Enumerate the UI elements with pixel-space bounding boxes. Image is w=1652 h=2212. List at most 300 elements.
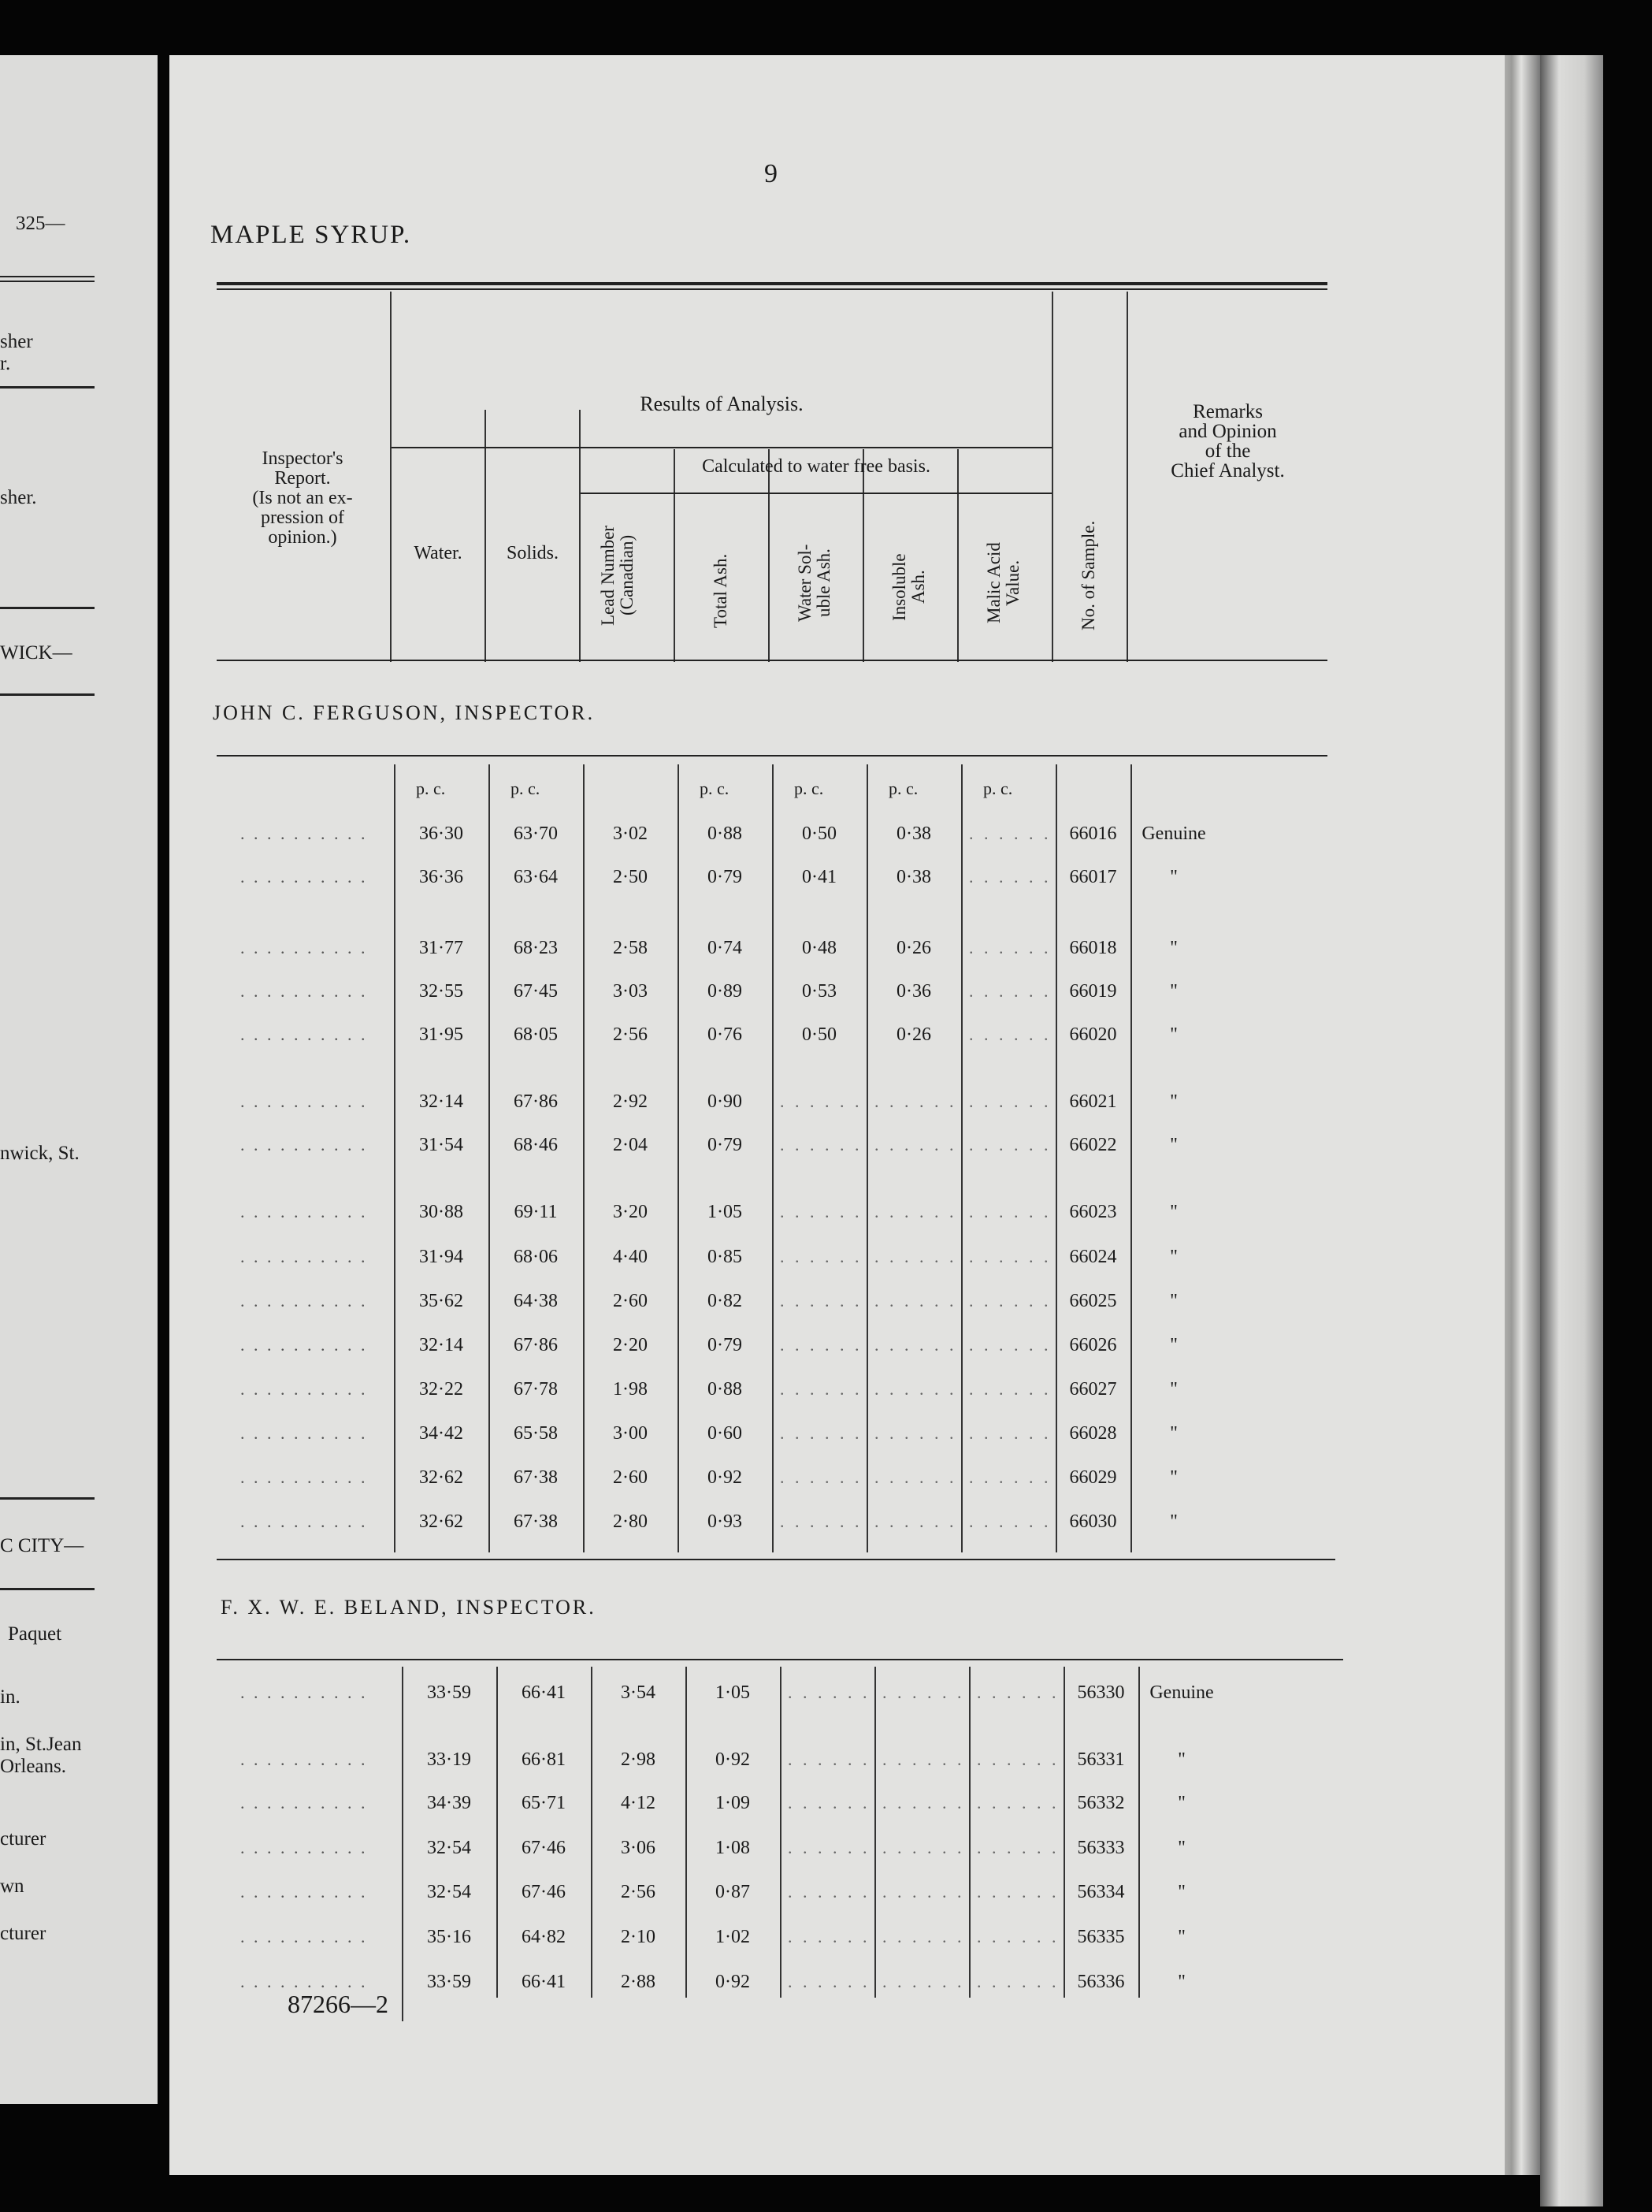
insoluble-ash-value: 0·38 [897,823,931,844]
header-total-ash: Total Ash. [711,553,730,629]
total-ash-value: 0·88 [707,823,742,844]
row-leader-dots: . . . . . . . . . . [240,1091,368,1111]
row-leader-dots: . . . . . . . . . . [240,1882,368,1902]
empty-cell-dots: . . . . . . [788,1682,871,1702]
column-rule [961,764,963,1552]
remarks-value: " [1170,1467,1178,1488]
header-solids: Solids. [506,543,559,563]
header-lead-number [599,496,637,654]
empty-cell-dots: . . . . . . [969,1379,1052,1399]
row-leader-dots: . . . . . . . . . . [240,867,368,887]
empty-cell-dots: . . . . . . [969,1511,1052,1531]
lead-number-value: 3·02 [613,823,648,844]
empty-cell-dots: . . . . . . [969,1423,1052,1443]
section-rule [217,1559,1335,1560]
remarks-value: " [1170,1202,1178,1222]
soluble-ash-value: 0·50 [802,823,837,844]
lead-number-value: 3·06 [621,1838,655,1858]
book-edge [1540,55,1603,2206]
remarks-value: " [1170,938,1178,958]
row-leader-dots: . . . . . . . . . . [240,1972,368,1991]
soluble-ash-value: 0·50 [802,1024,837,1045]
header-line: Report. [274,468,331,489]
empty-cell-dots: . . . . . . [977,1793,1060,1812]
row-leader-dots: . . . . . . . . . . [240,1335,368,1355]
column-rule [674,449,675,662]
remarks-value: " [1178,1793,1186,1813]
row-leader-dots: . . . . . . . . . . [240,1202,368,1221]
empty-cell-dots: . . . . . . [882,1682,965,1702]
empty-cell-dots: . . . . . . [788,1749,871,1769]
insoluble-ash-value: 0·36 [897,981,931,1002]
total-ash-value: 1·09 [715,1793,750,1813]
column-rule [1052,292,1053,662]
solids-value: 68·46 [514,1135,558,1155]
empty-cell-dots: . . . . . . [969,938,1052,957]
water-value: 35·16 [427,1927,471,1947]
row-leader-dots: . . . . . . . . . . [240,823,368,843]
empty-cell-dots: . . . . . . [780,1379,863,1399]
empty-cell-dots: . . . . . . [874,1291,957,1310]
unit-label: p. c. [889,779,919,798]
water-value: 32·54 [427,1838,471,1858]
header-water-soluble-ash [796,512,833,654]
empty-cell-dots: . . . . . . [780,1423,863,1443]
total-ash-value: 0·92 [715,1972,750,1992]
unit-label: p. c. [700,779,729,798]
water-value: 31·77 [419,938,463,958]
remarks-value: " [1178,1749,1186,1770]
empty-cell-dots: . . . . . . [882,1882,965,1902]
remarks-value: " [1170,1379,1178,1400]
header-remarks [1128,402,1327,481]
sample-number: 66019 [1069,981,1117,1002]
left-rule [0,1588,95,1590]
remarks-value: " [1170,1247,1178,1267]
empty-cell-dots: . . . . . . [874,1091,957,1111]
header-line: Lead Number [598,525,618,626]
header-line: opinion.) [268,527,337,548]
empty-cell-dots: . . . . . . [874,1467,957,1487]
lead-number-value: 2·50 [613,867,648,887]
lead-number-value: 2·60 [613,1467,648,1488]
row-leader-dots: . . . . . . . . . . [240,1467,368,1487]
header-sample-number: No. of Sample. [1078,520,1098,630]
sample-number: 56334 [1077,1882,1125,1902]
row-leader-dots: . . . . . . . . . . [240,1511,368,1531]
empty-cell-dots: . . . . . . [977,1749,1060,1769]
solids-value: 66·81 [522,1749,566,1770]
empty-cell-dots: . . . . . . [780,1335,863,1355]
solids-value: 66·41 [522,1682,566,1703]
sample-number: 66030 [1069,1511,1117,1532]
insoluble-ash-value: 0·26 [897,1024,931,1045]
sample-number: 66023 [1069,1202,1117,1222]
solids-value: 68·05 [514,1024,558,1045]
water-value: 32·54 [427,1882,471,1902]
empty-cell-dots: . . . . . . [780,1091,863,1111]
left-fragment: sher. [0,487,37,508]
solids-value: 63·64 [514,867,558,887]
header-malic-acid [985,512,1023,654]
column-rule [780,1667,781,1998]
row-leader-dots: . . . . . . . . . . [240,1024,368,1044]
row-leader-dots: . . . . . . . . . . [240,1749,368,1769]
total-ash-value: 0·88 [707,1379,742,1400]
unit-label: p. c. [794,779,824,798]
header-line: of the [1205,441,1251,462]
empty-cell-dots: . . . . . . [969,981,1052,1001]
total-ash-value: 0·79 [707,1335,742,1355]
left-rule [0,276,95,282]
empty-cell-dots: . . . . . . [874,1423,957,1443]
total-ash-value: 0·79 [707,1135,742,1155]
remarks-value: " [1170,1091,1178,1112]
total-ash-value: 1·02 [715,1927,750,1947]
left-rule [0,1497,95,1500]
empty-cell-dots: . . . . . . [788,1882,871,1902]
empty-cell-dots: . . . . . . [969,867,1052,887]
row-leader-dots: . . . . . . . . . . [240,938,368,957]
empty-cell-dots: . . . . . . [977,1882,1060,1902]
empty-cell-dots: . . . . . . [882,1972,965,1991]
total-ash-value: 1·05 [707,1202,742,1222]
empty-cell-dots: . . . . . . [780,1247,863,1266]
column-rule [874,1667,876,1998]
remarks-value: " [1170,1511,1178,1532]
row-leader-dots: . . . . . . . . . . [240,1247,368,1266]
solids-value: 63·70 [514,823,558,844]
header-line: (Canadian) [617,534,637,616]
solids-value: 67·78 [514,1379,558,1400]
lead-number-value: 3·54 [621,1682,655,1703]
total-ash-value: 0·85 [707,1247,742,1267]
document-page [169,55,1505,2175]
sample-number: 56332 [1077,1793,1125,1813]
empty-cell-dots: . . . . . . [969,1335,1052,1355]
lead-number-value: 4·12 [621,1793,655,1813]
header-water: Water. [414,543,462,563]
total-ash-value: 0·82 [707,1291,742,1311]
row-leader-dots: . . . . . . . . . . [240,1291,368,1310]
lead-number-value: 2·60 [613,1291,648,1311]
empty-cell-dots: . . . . . . [969,1247,1052,1266]
total-ash-value: 1·08 [715,1838,750,1858]
solids-value: 65·58 [514,1423,558,1444]
solids-value: 68·23 [514,938,558,958]
solids-value: 64·38 [514,1291,558,1311]
column-rule [957,449,959,662]
empty-cell-dots: . . . . . . [882,1838,965,1857]
remarks-value: " [1170,1135,1178,1155]
total-ash-value: 0·92 [715,1749,750,1770]
header-line: Ash. [908,570,928,604]
water-value: 31·54 [419,1135,463,1155]
water-value: 33·19 [427,1749,471,1770]
sample-number: 66027 [1069,1379,1117,1400]
solids-value: 67·38 [514,1467,558,1488]
empty-cell-dots: . . . . . . [780,1467,863,1487]
empty-cell-dots: . . . . . . [874,1335,957,1355]
empty-cell-dots: . . . . . . [788,1972,871,1991]
row-leader-dots: . . . . . . . . . . [240,1135,368,1154]
inspector-name: F. X. W. E. BELAND, INSPECTOR. [221,1596,596,1619]
header-line: Malic Acid [984,542,1004,624]
total-ash-value: 0·74 [707,938,742,958]
empty-cell-dots: . . . . . . [969,1467,1052,1487]
sample-number: 56335 [1077,1927,1125,1947]
sample-number: 66021 [1069,1091,1117,1112]
sample-number: 56336 [1077,1972,1125,1992]
lead-number-value: 2·56 [613,1024,648,1045]
header-line: pression of [261,507,344,528]
water-value: 32·55 [419,981,463,1002]
water-value: 31·94 [419,1247,463,1267]
empty-cell-dots: . . . . . . [780,1291,863,1310]
empty-cell-dots: . . . . . . [969,1291,1052,1310]
unit-label: p. c. [416,779,446,798]
column-rule [591,1667,592,1998]
empty-cell-dots: . . . . . . [969,1135,1052,1154]
empty-cell-dots: . . . . . . [977,1972,1060,1991]
unit-label: p. c. [983,779,1013,798]
sample-number: 56333 [1077,1838,1125,1858]
column-rule [768,449,770,662]
lead-number-value: 3·20 [613,1202,648,1222]
sample-number: 66028 [1069,1423,1117,1444]
row-leader-dots: . . . . . . . . . . [240,1682,368,1702]
solids-value: 65·71 [522,1793,566,1813]
table-top-rule [217,282,1327,285]
water-value: 33·59 [427,1972,471,1992]
row-leader-dots: . . . . . . . . . . [240,1379,368,1399]
column-rule [863,449,864,662]
lead-number-value: 2·20 [613,1335,648,1355]
remarks-value: Genuine [1142,823,1206,844]
lead-number-value: 3·00 [613,1423,648,1444]
left-rule [0,693,95,696]
lead-number-value: 2·88 [621,1972,655,1992]
subheader-rule [581,493,1052,494]
empty-cell-dots: . . . . . . [969,1091,1052,1111]
total-ash-value: 1·05 [715,1682,750,1703]
lead-number-value: 3·03 [613,981,648,1002]
left-fragment: cturer [0,1828,46,1850]
left-rule [0,386,95,388]
solids-value: 68·06 [514,1247,558,1267]
insoluble-ash-value: 0·38 [897,867,931,887]
empty-cell-dots: . . . . . . [788,1927,871,1946]
water-value: 34·39 [427,1793,471,1813]
solids-value: 67·45 [514,981,558,1002]
row-leader-dots: . . . . . . . . . . [240,981,368,1001]
column-rule [496,1667,498,1998]
left-fragment: r. [0,353,11,374]
left-fragment: in. [0,1686,20,1708]
water-value: 36·36 [419,867,463,887]
empty-cell-dots: . . . . . . [969,823,1052,843]
row-leader-dots: . . . . . . . . . . [240,1423,368,1443]
unit-label: p. c. [510,779,540,798]
left-fragment: nwick, St. [0,1143,80,1164]
total-ash-value: 0·79 [707,867,742,887]
sample-number: 66016 [1069,823,1117,844]
header-results-of-analysis: Results of Analysis. [640,392,804,415]
total-ash-value: 0·76 [707,1024,742,1045]
empty-cell-dots: . . . . . . [969,1202,1052,1221]
total-ash-value: 0·92 [707,1467,742,1488]
sample-number: 56331 [1077,1749,1125,1770]
left-fragment: cturer [0,1923,46,1944]
header-line: Water Sol- [795,544,815,623]
lead-number-value: 2·80 [613,1511,648,1532]
sample-number: 66026 [1069,1335,1117,1355]
left-fragment: in, St.Jean [0,1734,82,1755]
soluble-ash-value: 0·48 [802,938,837,958]
section-rule [217,755,1327,757]
empty-cell-dots: . . . . . . [780,1135,863,1154]
sample-number: 66022 [1069,1135,1117,1155]
soluble-ash-value: 0·53 [802,981,837,1002]
empty-cell-dots: . . . . . . [977,1682,1060,1702]
sample-number: 66025 [1069,1291,1117,1311]
header-insoluble-ash [890,520,928,654]
row-leader-dots: . . . . . . . . . . [240,1838,368,1857]
total-ash-value: 0·89 [707,981,742,1002]
solids-value: 69·11 [514,1202,558,1222]
empty-cell-dots: . . . . . . [882,1927,965,1946]
empty-cell-dots: . . . . . . [874,1247,957,1266]
empty-cell-dots: . . . . . . [977,1927,1060,1946]
water-value: 32·62 [419,1511,463,1532]
empty-cell-dots: . . . . . . [788,1838,871,1857]
water-value: 30·88 [419,1202,463,1222]
solids-value: 64·82 [522,1927,566,1947]
lead-number-value: 2·04 [613,1135,648,1155]
column-rule [390,292,392,662]
empty-cell-dots: . . . . . . [977,1838,1060,1857]
section-title: MAPLE SYRUP. [210,221,412,249]
remarks-value: " [1178,1972,1186,1992]
left-facing-page [0,55,158,2104]
lead-number-value: 2·56 [621,1882,655,1902]
column-rule [1064,1667,1065,1998]
header-calculated-basis: Calculated to water free basis. [702,456,930,477]
water-value: 36·30 [419,823,463,844]
insoluble-ash-value: 0·26 [897,938,931,958]
sample-number: 66024 [1069,1247,1117,1267]
empty-cell-dots: . . . . . . [882,1793,965,1812]
header-line: (Is not an ex- [252,488,353,508]
left-fragment: C CITY— [0,1535,84,1556]
soluble-ash-value: 0·41 [802,867,837,887]
solids-value: 67·46 [522,1838,566,1858]
sample-number: 66029 [1069,1467,1117,1488]
empty-cell-dots: . . . . . . [780,1511,863,1531]
left-fragment: Paquet [8,1623,62,1645]
total-ash-value: 0·60 [707,1423,742,1444]
remarks-value: " [1178,1838,1186,1858]
column-rule [1138,1667,1140,1998]
header-line: Remarks [1193,401,1263,422]
header-line: Value. [1003,560,1023,607]
left-fragment: wn [0,1876,24,1897]
remarks-value: " [1170,1335,1178,1355]
row-leader-dots: . . . . . . . . . . [240,1927,368,1946]
solids-value: 66·41 [522,1972,566,1992]
solids-value: 67·86 [514,1091,558,1112]
empty-cell-dots: . . . . . . [874,1379,957,1399]
lead-number-value: 2·92 [613,1091,648,1112]
header-line: Insoluble [889,553,909,621]
empty-cell-dots: . . . . . . [882,1749,965,1769]
water-value: 34·42 [419,1423,463,1444]
remarks-value: " [1178,1882,1186,1902]
header-bottom-rule [217,660,1327,661]
remarks-value: Genuine [1149,1682,1214,1703]
water-value: 35·62 [419,1291,463,1311]
remarks-value: " [1170,1423,1178,1444]
footer-code: 87266—2 [288,1990,388,2018]
water-value: 31·95 [419,1024,463,1045]
remarks-value: " [1170,867,1178,887]
sample-number: 56330 [1077,1682,1125,1703]
solids-value: 67·86 [514,1335,558,1355]
subheader-rule [392,447,1052,448]
section-rule [217,1659,1343,1660]
empty-cell-dots: . . . . . . [874,1202,957,1221]
lead-number-value: 1·98 [613,1379,648,1400]
solids-value: 67·46 [522,1882,566,1902]
lead-number-value: 2·58 [613,938,648,958]
empty-cell-dots: . . . . . . [788,1793,871,1812]
row-leader-dots: . . . . . . . . . . [240,1793,368,1812]
lead-number-value: 2·98 [621,1749,655,1770]
sample-number: 66020 [1069,1024,1117,1045]
page-number: 9 [764,159,778,188]
empty-cell-dots: . . . . . . [969,1024,1052,1044]
remarks-value: " [1178,1927,1186,1947]
lead-number-value: 4·40 [613,1247,648,1267]
left-rule [0,607,95,609]
empty-cell-dots: . . . . . . [874,1511,957,1531]
total-ash-value: 0·90 [707,1091,742,1112]
table-top-rule [217,288,1327,290]
left-fragment: Orleans. [0,1756,66,1777]
remarks-value: " [1170,1291,1178,1311]
remarks-value: " [1170,1024,1178,1045]
water-value: 32·22 [419,1379,463,1400]
water-value: 32·14 [419,1335,463,1355]
water-value: 33·59 [427,1682,471,1703]
column-rule [969,1667,971,1998]
left-page-number: 325— [16,213,65,234]
total-ash-value: 0·87 [715,1882,750,1902]
empty-cell-dots: . . . . . . [874,1135,957,1154]
inspector-name: JOHN C. FERGUSON, INSPECTOR. [213,701,596,724]
empty-cell-dots: . . . . . . [780,1202,863,1221]
header-line: Chief Analyst. [1171,460,1285,481]
column-rule [685,1667,687,1998]
header-line: Inspector's [262,448,343,469]
lead-number-value: 2·10 [621,1927,655,1947]
water-value: 32·62 [419,1467,463,1488]
remarks-value: " [1170,981,1178,1002]
solids-value: 67·38 [514,1511,558,1532]
total-ash-value: 0·93 [707,1511,742,1532]
water-value: 32·14 [419,1091,463,1112]
header-inspector-report [217,449,388,548]
